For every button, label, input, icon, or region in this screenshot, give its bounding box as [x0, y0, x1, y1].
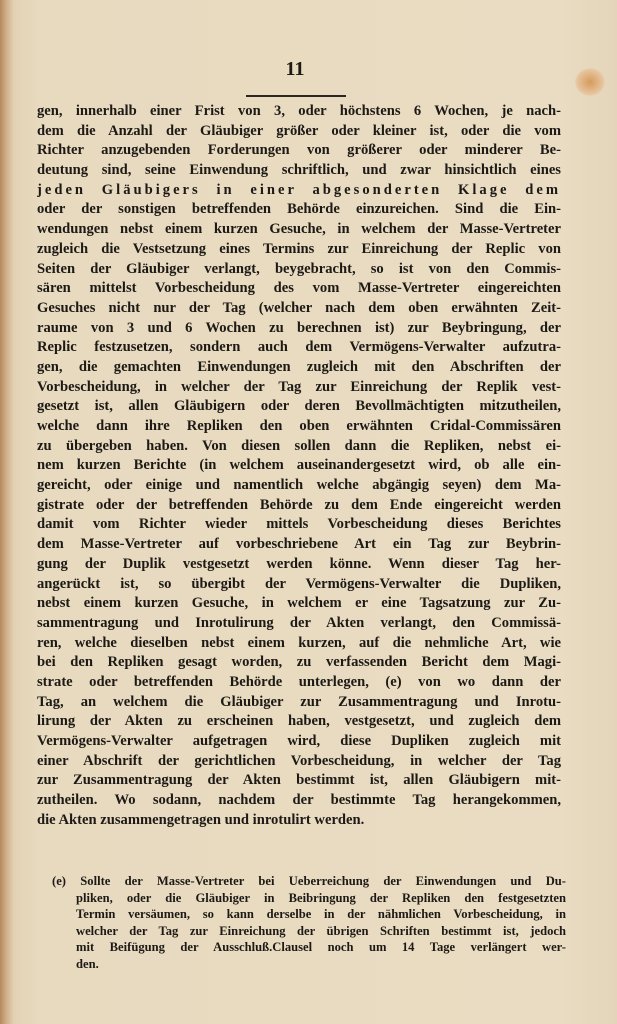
- body-line: lirung der Akten zu erscheinen haben, vestgesetzt, und zugleich dem: [37, 713, 561, 730]
- footnote-line: pliken, oder die Gläubiger in Beibringung der Repliken den festgesetzten: [76, 890, 566, 905]
- header-rule: [246, 95, 346, 97]
- body-line: wendungen nebst einem kurzen Gesuche, in welchem der Masse-Vertreter: [37, 221, 561, 238]
- body-line: deutung sind, seine Einwendung schriftlich, und zwar hinsichtlich eines: [37, 162, 561, 179]
- body-line: damit vom Richter wieder mittels Vorbescheidung dieses Berichtes: [37, 516, 561, 533]
- footnote-line: mit Beifügung der Ausschluß.Clausel noch um 14 Tage verlängert wer-: [76, 940, 566, 955]
- body-line: nebst einem kurzen Gesuche, in welchem er eine Tagsatzung zur Zu-: [37, 595, 561, 612]
- body-line: gung der Duplik vestgesetzt werden könne. Wenn dieser Tag her-: [37, 555, 561, 572]
- body-line: angerückt ist, so übergibt der Vermögens-Verwalter die Dupliken,: [37, 575, 561, 592]
- body-line: Replic festzusetzen, sondern auch dem Vermögens-Verwalter aufzutra-: [37, 339, 561, 356]
- body-line: zur Zusammentragung der Akten bestimmt ist, allen Gläubigern mit-: [37, 772, 561, 789]
- body-line: sammentragung und Inrotulirung der Akten verlangt, den Commissä-: [37, 614, 561, 631]
- body-line: zu übergeben haben. Von diesen sollen dann die Repliken, nebst ei-: [37, 437, 561, 454]
- body-line: Richter anzugebenden Forderungen von größerer oder minderer Be-: [37, 142, 561, 159]
- body-line: gistrate oder der betreffenden Behörde zu dem Ende eingereicht werden: [37, 496, 561, 513]
- body-line: welche dann ihre Repliken den oben erwähnten Cridal-Commissären: [37, 418, 561, 434]
- body-line: Gesuches nicht nur der Tag (welcher nach dem oben erwähnten Zeit-: [37, 299, 561, 316]
- footnote-line: Termin versäumen, so kann derselbe in der nähmlichen Vorbescheidung, in: [76, 907, 566, 922]
- body-line: dem die Anzahl der Gläubiger größer oder kleiner ist, oder die vom: [37, 122, 561, 139]
- body-line: ren, welche dieselben nebst einem kurzen, auf die nehmliche Art, wie: [37, 634, 561, 651]
- footnote-line: welcher der Tag zur Einreichung der übrigen Schriften bestimmt ist, jedoch: [76, 923, 566, 938]
- body-line: dem Masse-Vertreter auf vorbeschriebene Art ein Tag zur Beybrin-: [37, 536, 561, 553]
- body-line: Vermögens-Verwalter aufgetragen wird, diese Dupliken zugleich mit: [37, 733, 561, 749]
- body-line: zutheilen. Wo sodann, nachdem der bestimmte Tag herangekommen,: [37, 792, 561, 809]
- footnote-line: (e) Sollte der Masse-Vertreter bei Ueberreichung der Einwendungen und Du-: [52, 874, 566, 888]
- body-line: oder der sonstigen betreffenden Behörde einzureichen. Sind die Ein-: [37, 201, 561, 218]
- footnote-line: den.: [76, 956, 99, 971]
- body-line: gen, die gemachten Einwendungen zugleich mit den Abschriften der: [37, 358, 561, 375]
- body-line: bei den Repliken gesagt worden, zu verfassenden Bericht dem Magi-: [37, 654, 561, 671]
- paper-stain: [575, 68, 605, 96]
- body-text: [37, 102, 561, 830]
- body-line: nem kurzen Berichte (in welchem auseinandergesetzt wird, ob alle ein-: [37, 457, 561, 474]
- body-line: Seiten der Gläubiger verlangt, beygebracht, so ist von den Commis-: [37, 260, 561, 277]
- body-line: die Akten zusammengetragen und inrotulirt werden.: [37, 811, 365, 828]
- body-line: Tag, an welchem die Gläubiger zur Zusammentragung und Inrotu-: [37, 693, 561, 710]
- body-line: strate oder betreffenden Behörde unterlegen, (e) von wo dann der: [37, 673, 561, 690]
- body-line: sären mittelst Vorbescheidung des vom Masse-Vertreter eingereichten: [37, 280, 561, 297]
- body-line: gereicht, oder einige und namentlich welche abgängig seyen) dem Ma-: [37, 477, 561, 494]
- body-line: raume von 3 und 6 Wochen zu berechnen ist) zur Beybringung, der: [37, 319, 561, 336]
- body-line: einer Abschrift der gerichtlichen Vorbescheidung, in welcher der Tag: [37, 752, 561, 769]
- body-line: gesetzt ist, allen Gläubigern oder deren Bevollmächtigten mitzutheilen,: [37, 398, 561, 415]
- page-number: 11: [285, 58, 305, 80]
- body-line: gen, innerhalb einer Frist von 3, oder höchstens 6 Wochen, je nach-: [37, 103, 561, 119]
- body-line: jeden Gläubigers in einer abgesonderten Klage dem: [37, 181, 561, 198]
- body-line: zugleich die Vestsetzung eines Termins zur Einreichung der Replic von: [37, 240, 561, 257]
- body-line: Vorbescheidung, in welcher der Tag zur Einreichung der Replik vest-: [37, 378, 561, 395]
- footnote: [52, 873, 566, 973]
